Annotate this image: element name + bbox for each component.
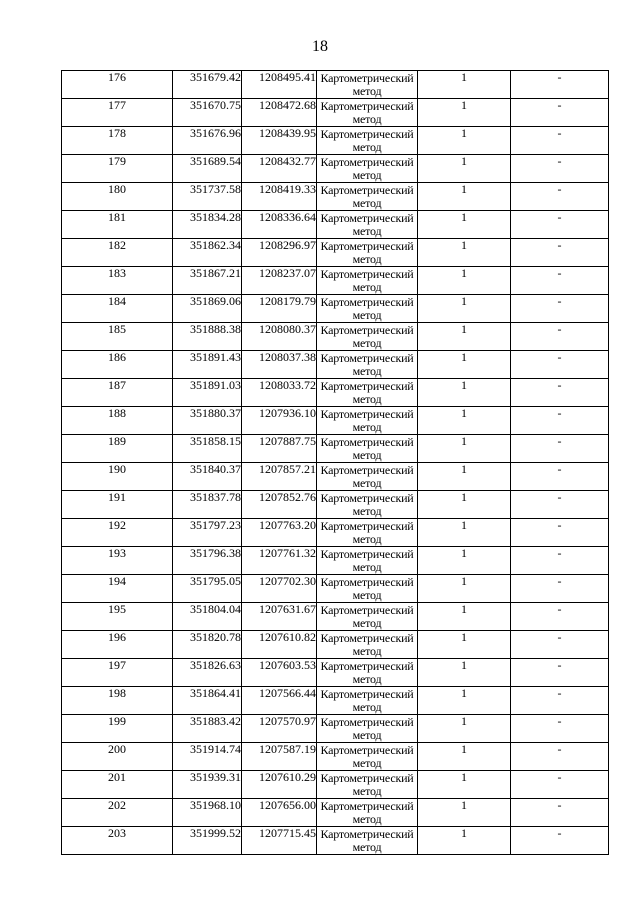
- accuracy-cell: 1: [418, 239, 511, 267]
- description-cell: -: [511, 603, 609, 631]
- method-text: Картометрический метод: [320, 295, 414, 322]
- description-cell: -: [511, 435, 609, 463]
- method-cell: [317, 659, 418, 687]
- method-cell: [317, 295, 418, 323]
- y-coordinate-cell: 1207715.45: [242, 827, 317, 855]
- point-number-cell: 178: [62, 127, 173, 155]
- table-row: [62, 687, 609, 715]
- coordinates-table: [61, 70, 609, 855]
- description-cell: -: [511, 183, 609, 211]
- method-text: Картометрический метод: [320, 435, 414, 462]
- method-text: Картометрический метод: [320, 771, 414, 798]
- table-row: [62, 463, 609, 491]
- description-cell: -: [511, 715, 609, 743]
- description-cell: -: [511, 743, 609, 771]
- point-number-cell: 198: [62, 687, 173, 715]
- method-cell: [317, 715, 418, 743]
- table-row: [62, 575, 609, 603]
- point-number-cell: 177: [62, 99, 173, 127]
- table-row: [62, 127, 609, 155]
- table-row: [62, 631, 609, 659]
- method-cell: [317, 155, 418, 183]
- method-cell: [317, 603, 418, 631]
- point-number-cell: 179: [62, 155, 173, 183]
- method-text: Картометрический метод: [320, 351, 414, 378]
- method-text: Картометрический метод: [320, 127, 414, 154]
- y-coordinate-cell: 1207761.32: [242, 547, 317, 575]
- table-row: [62, 547, 609, 575]
- method-cell: [317, 435, 418, 463]
- accuracy-cell: 1: [418, 575, 511, 603]
- method-cell: [317, 799, 418, 827]
- accuracy-cell: 1: [418, 435, 511, 463]
- y-coordinate-cell: 1208080.37: [242, 323, 317, 351]
- x-coordinate-cell: 351880.37: [173, 407, 242, 435]
- x-coordinate-cell: 351999.52: [173, 827, 242, 855]
- point-number-cell: 180: [62, 183, 173, 211]
- description-cell: -: [511, 99, 609, 127]
- method-text: Картометрический метод: [320, 155, 414, 182]
- x-coordinate-cell: 351679.42: [173, 71, 242, 99]
- y-coordinate-cell: 1207936.10: [242, 407, 317, 435]
- accuracy-cell: 1: [418, 155, 511, 183]
- point-number-cell: 181: [62, 211, 173, 239]
- method-cell: [317, 827, 418, 855]
- method-text: Картометрический метод: [320, 323, 414, 350]
- x-coordinate-cell: 351797.23: [173, 519, 242, 547]
- description-cell: -: [511, 631, 609, 659]
- y-coordinate-cell: 1207852.76: [242, 491, 317, 519]
- method-cell: [317, 547, 418, 575]
- point-number-cell: 193: [62, 547, 173, 575]
- table-row: [62, 379, 609, 407]
- x-coordinate-cell: 351968.10: [173, 799, 242, 827]
- method-text: Картометрический метод: [320, 519, 414, 546]
- method-text: Картометрический метод: [320, 267, 414, 294]
- point-number-cell: 199: [62, 715, 173, 743]
- y-coordinate-cell: 1208037.38: [242, 351, 317, 379]
- accuracy-cell: 1: [418, 463, 511, 491]
- method-text: Картометрический метод: [320, 463, 414, 490]
- x-coordinate-cell: 351914.74: [173, 743, 242, 771]
- x-coordinate-cell: 351891.43: [173, 351, 242, 379]
- table-row: [62, 71, 609, 99]
- point-number-cell: 184: [62, 295, 173, 323]
- point-number-cell: 187: [62, 379, 173, 407]
- description-cell: -: [511, 323, 609, 351]
- x-coordinate-cell: 351837.78: [173, 491, 242, 519]
- y-coordinate-cell: 1208296.97: [242, 239, 317, 267]
- method-text: Картометрический метод: [320, 239, 414, 266]
- method-cell: [317, 323, 418, 351]
- description-cell: -: [511, 771, 609, 799]
- point-number-cell: 201: [62, 771, 173, 799]
- description-cell: -: [511, 575, 609, 603]
- point-number-cell: 197: [62, 659, 173, 687]
- method-text: Картометрический метод: [320, 379, 414, 406]
- table-row: [62, 519, 609, 547]
- table-row: [62, 407, 609, 435]
- x-coordinate-cell: 351867.21: [173, 267, 242, 295]
- point-number-cell: 194: [62, 575, 173, 603]
- page-number: 18: [312, 38, 328, 55]
- method-cell: [317, 211, 418, 239]
- y-coordinate-cell: 1208439.95: [242, 127, 317, 155]
- method-cell: [317, 491, 418, 519]
- method-cell: [317, 519, 418, 547]
- method-text: Картометрический метод: [320, 211, 414, 238]
- description-cell: -: [511, 687, 609, 715]
- method-text: Картометрический метод: [320, 71, 414, 98]
- table-row: [62, 211, 609, 239]
- x-coordinate-cell: 351883.42: [173, 715, 242, 743]
- y-coordinate-cell: 1207656.00: [242, 799, 317, 827]
- accuracy-cell: 1: [418, 687, 511, 715]
- x-coordinate-cell: 351804.04: [173, 603, 242, 631]
- x-coordinate-cell: 351737.58: [173, 183, 242, 211]
- table-row: [62, 827, 609, 855]
- point-number-cell: 176: [62, 71, 173, 99]
- accuracy-cell: 1: [418, 99, 511, 127]
- method-text: Картометрический метод: [320, 407, 414, 434]
- y-coordinate-cell: 1207603.53: [242, 659, 317, 687]
- accuracy-cell: 1: [418, 295, 511, 323]
- table-row: [62, 239, 609, 267]
- method-text: Картометрический метод: [320, 491, 414, 518]
- method-text: Картометрический метод: [320, 547, 414, 574]
- table-row: [62, 715, 609, 743]
- y-coordinate-cell: 1208419.33: [242, 183, 317, 211]
- method-cell: [317, 127, 418, 155]
- point-number-cell: 189: [62, 435, 173, 463]
- x-coordinate-cell: 351840.37: [173, 463, 242, 491]
- description-cell: -: [511, 351, 609, 379]
- y-coordinate-cell: 1207566.44: [242, 687, 317, 715]
- point-number-cell: 191: [62, 491, 173, 519]
- table-row: [62, 491, 609, 519]
- table-row: [62, 351, 609, 379]
- description-cell: -: [511, 267, 609, 295]
- y-coordinate-cell: 1208432.77: [242, 155, 317, 183]
- table-row: [62, 435, 609, 463]
- table-row: [62, 267, 609, 295]
- x-coordinate-cell: 351869.06: [173, 295, 242, 323]
- accuracy-cell: 1: [418, 379, 511, 407]
- y-coordinate-cell: 1207857.21: [242, 463, 317, 491]
- description-cell: -: [511, 211, 609, 239]
- y-coordinate-cell: 1207887.75: [242, 435, 317, 463]
- accuracy-cell: 1: [418, 603, 511, 631]
- x-coordinate-cell: 351795.05: [173, 575, 242, 603]
- accuracy-cell: 1: [418, 799, 511, 827]
- accuracy-cell: 1: [418, 127, 511, 155]
- point-number-cell: 192: [62, 519, 173, 547]
- x-coordinate-cell: 351820.78: [173, 631, 242, 659]
- method-text: Картометрический метод: [320, 575, 414, 602]
- method-cell: [317, 183, 418, 211]
- description-cell: -: [511, 71, 609, 99]
- y-coordinate-cell: 1207763.20: [242, 519, 317, 547]
- y-coordinate-cell: 1207610.82: [242, 631, 317, 659]
- method-cell: [317, 575, 418, 603]
- point-number-cell: 182: [62, 239, 173, 267]
- description-cell: -: [511, 659, 609, 687]
- method-text: Картометрический метод: [320, 743, 414, 770]
- y-coordinate-cell: 1208495.41: [242, 71, 317, 99]
- table-row: [62, 799, 609, 827]
- point-number-cell: 195: [62, 603, 173, 631]
- accuracy-cell: 1: [418, 491, 511, 519]
- method-text: Картометрический метод: [320, 659, 414, 686]
- method-cell: [317, 771, 418, 799]
- x-coordinate-cell: 351891.03: [173, 379, 242, 407]
- description-cell: -: [511, 491, 609, 519]
- description-cell: -: [511, 127, 609, 155]
- accuracy-cell: 1: [418, 631, 511, 659]
- y-coordinate-cell: 1207587.19: [242, 743, 317, 771]
- description-cell: -: [511, 155, 609, 183]
- method-text: Картометрический метод: [320, 687, 414, 714]
- method-text: Картометрический метод: [320, 827, 414, 854]
- description-cell: -: [511, 463, 609, 491]
- y-coordinate-cell: 1207570.97: [242, 715, 317, 743]
- accuracy-cell: 1: [418, 743, 511, 771]
- table-body: [62, 71, 609, 855]
- y-coordinate-cell: 1208179.79: [242, 295, 317, 323]
- accuracy-cell: 1: [418, 715, 511, 743]
- point-number-cell: 203: [62, 827, 173, 855]
- method-cell: [317, 743, 418, 771]
- method-cell: [317, 687, 418, 715]
- x-coordinate-cell: 351796.38: [173, 547, 242, 575]
- accuracy-cell: 1: [418, 211, 511, 239]
- method-cell: [317, 239, 418, 267]
- point-number-cell: 183: [62, 267, 173, 295]
- point-number-cell: 185: [62, 323, 173, 351]
- method-text: Картометрический метод: [320, 603, 414, 630]
- point-number-cell: 188: [62, 407, 173, 435]
- y-coordinate-cell: 1207631.67: [242, 603, 317, 631]
- table-row: [62, 183, 609, 211]
- point-number-cell: 200: [62, 743, 173, 771]
- method-cell: [317, 463, 418, 491]
- accuracy-cell: 1: [418, 659, 511, 687]
- point-number-cell: 196: [62, 631, 173, 659]
- table-row: [62, 743, 609, 771]
- x-coordinate-cell: 351939.31: [173, 771, 242, 799]
- y-coordinate-cell: 1208336.64: [242, 211, 317, 239]
- table-row: [62, 771, 609, 799]
- method-cell: [317, 407, 418, 435]
- description-cell: -: [511, 827, 609, 855]
- x-coordinate-cell: 351858.15: [173, 435, 242, 463]
- x-coordinate-cell: 351888.38: [173, 323, 242, 351]
- point-number-cell: 186: [62, 351, 173, 379]
- table-row: [62, 295, 609, 323]
- table-row: [62, 99, 609, 127]
- y-coordinate-cell: 1208033.72: [242, 379, 317, 407]
- accuracy-cell: 1: [418, 323, 511, 351]
- accuracy-cell: 1: [418, 407, 511, 435]
- x-coordinate-cell: 351676.96: [173, 127, 242, 155]
- accuracy-cell: 1: [418, 267, 511, 295]
- method-cell: [317, 267, 418, 295]
- method-cell: [317, 379, 418, 407]
- point-number-cell: 190: [62, 463, 173, 491]
- description-cell: -: [511, 295, 609, 323]
- method-text: Картометрический метод: [320, 99, 414, 126]
- table-row: [62, 155, 609, 183]
- method-cell: [317, 351, 418, 379]
- method-cell: [317, 71, 418, 99]
- method-cell: [317, 99, 418, 127]
- description-cell: -: [511, 799, 609, 827]
- accuracy-cell: 1: [418, 351, 511, 379]
- y-coordinate-cell: 1208472.68: [242, 99, 317, 127]
- description-cell: -: [511, 407, 609, 435]
- x-coordinate-cell: 351862.34: [173, 239, 242, 267]
- description-cell: -: [511, 239, 609, 267]
- table-row: [62, 659, 609, 687]
- method-text: Картометрический метод: [320, 183, 414, 210]
- method-cell: [317, 631, 418, 659]
- accuracy-cell: 1: [418, 183, 511, 211]
- x-coordinate-cell: 351670.75: [173, 99, 242, 127]
- method-text: Картометрический метод: [320, 799, 414, 826]
- y-coordinate-cell: 1207610.29: [242, 771, 317, 799]
- x-coordinate-cell: 351834.28: [173, 211, 242, 239]
- description-cell: -: [511, 547, 609, 575]
- method-text: Картометрический метод: [320, 715, 414, 742]
- description-cell: -: [511, 379, 609, 407]
- accuracy-cell: 1: [418, 827, 511, 855]
- method-text: Картометрический метод: [320, 631, 414, 658]
- point-number-cell: 202: [62, 799, 173, 827]
- accuracy-cell: 1: [418, 71, 511, 99]
- x-coordinate-cell: 351864.41: [173, 687, 242, 715]
- accuracy-cell: 1: [418, 519, 511, 547]
- accuracy-cell: 1: [418, 771, 511, 799]
- table-row: [62, 603, 609, 631]
- x-coordinate-cell: 351689.54: [173, 155, 242, 183]
- table-row: [62, 323, 609, 351]
- y-coordinate-cell: 1207702.30: [242, 575, 317, 603]
- accuracy-cell: 1: [418, 547, 511, 575]
- x-coordinate-cell: 351826.63: [173, 659, 242, 687]
- y-coordinate-cell: 1208237.07: [242, 267, 317, 295]
- description-cell: -: [511, 519, 609, 547]
